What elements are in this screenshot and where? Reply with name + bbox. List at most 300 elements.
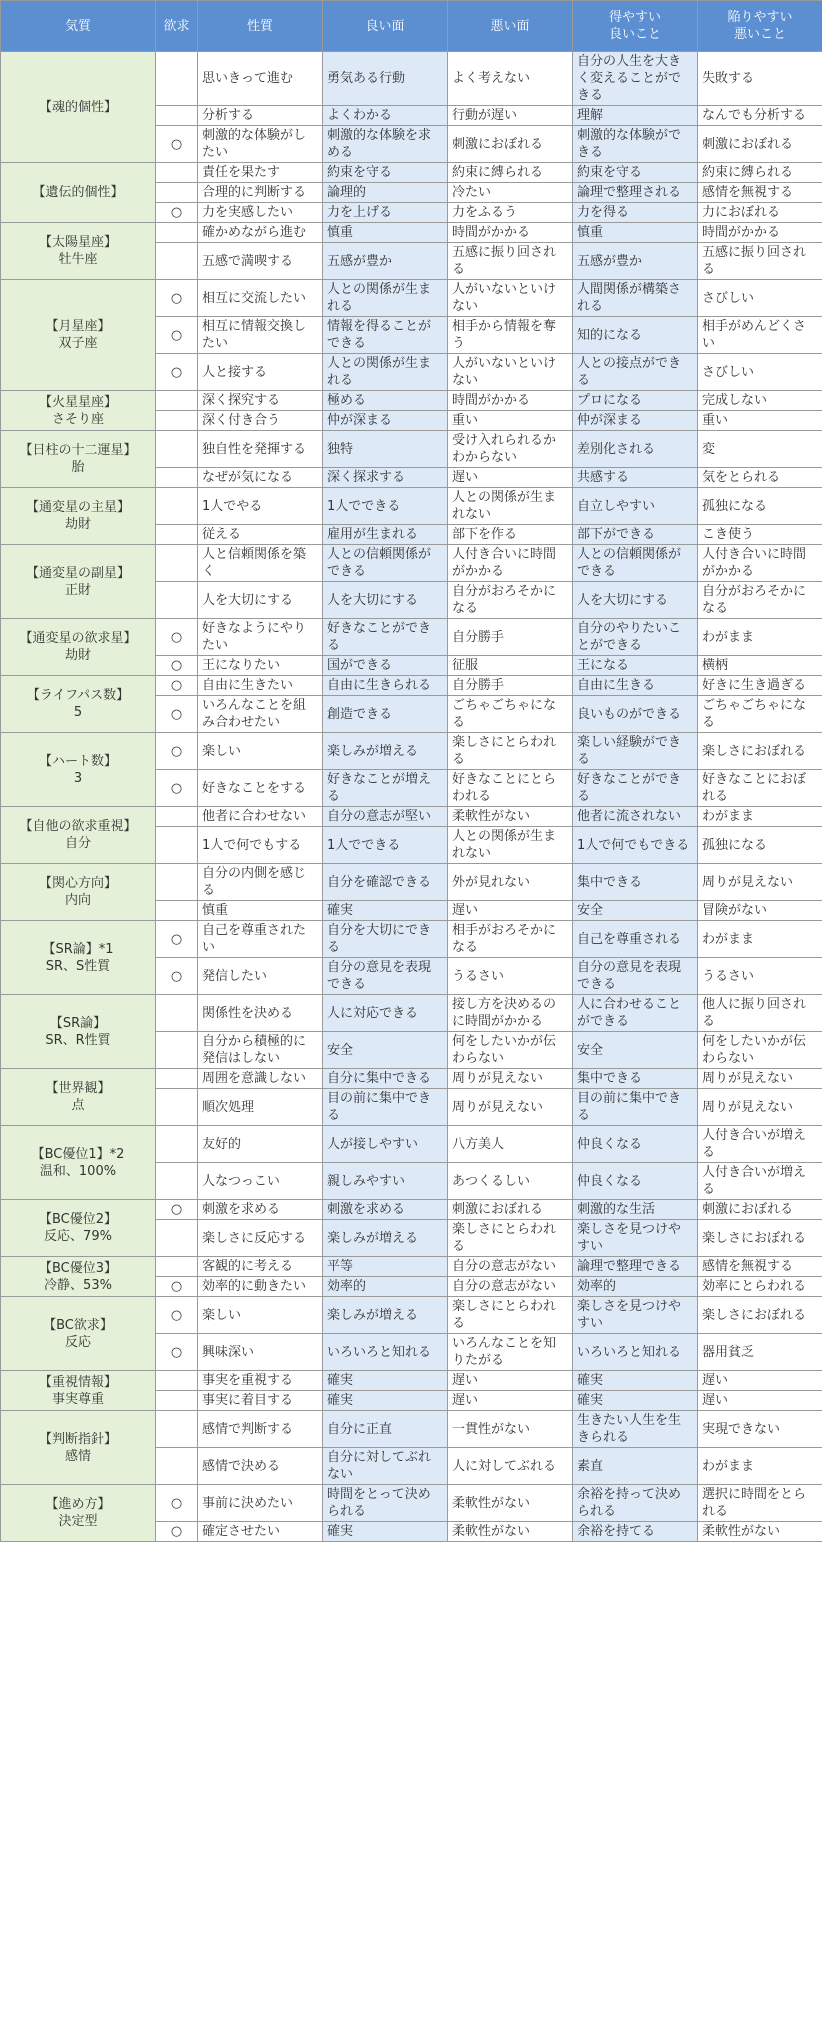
want-cell: ○ (156, 1200, 198, 1220)
bad-cell: 好きなことにとらわれる (448, 770, 573, 807)
nature-cell: 独自性を発揮する (198, 431, 323, 468)
table-row (1, 488, 822, 525)
gain-cell: 余裕を持てる (573, 1522, 698, 1542)
temperament-cell: 【SR論】*1 SR、S性質 (1, 921, 156, 995)
good-cell: 自分を大切にできる (323, 921, 448, 958)
good-cell: いろいろと知れる (323, 1334, 448, 1371)
want-cell: ○ (156, 676, 198, 696)
bad-cell: 楽しさにとらわれる (448, 1220, 573, 1257)
table-row (1, 995, 822, 1032)
pitfall-cell: 効率にとらわれる (698, 1277, 822, 1297)
want-cell (156, 391, 198, 411)
nature-cell: 好きなようにやりたい (198, 619, 323, 656)
nature-cell: 確かめながら進む (198, 223, 323, 243)
pitfall-cell: 気をとられる (698, 468, 822, 488)
bad-cell: 接し方を決めるのに時間がかかる (448, 995, 573, 1032)
nature-cell: 人と信頼関係を築く (198, 545, 323, 582)
bad-cell: 周りが見えない (448, 1069, 573, 1089)
pitfall-cell: 完成しない (698, 391, 822, 411)
want-cell (156, 163, 198, 183)
temperament-cell: 【月星座】 双子座 (1, 280, 156, 391)
gain-cell: 自分の人生を大きく変えることができる (573, 52, 698, 106)
gain-cell: 安全 (573, 1032, 698, 1069)
want-cell (156, 1257, 198, 1277)
bad-cell: 楽しさにとらわれる (448, 733, 573, 770)
good-cell: 効率的 (323, 1277, 448, 1297)
bad-cell: 自分勝手 (448, 619, 573, 656)
gain-cell: 確実 (573, 1371, 698, 1391)
header-easy-pitfall: 陥りやすい 悪いこと (698, 1, 822, 52)
want-cell: ○ (156, 126, 198, 163)
good-cell: 人との信頼関係ができる (323, 545, 448, 582)
table-row (1, 807, 822, 827)
nature-cell: 分析する (198, 106, 323, 126)
pitfall-cell: 人付き合いに時間がかかる (698, 545, 822, 582)
table-row (1, 1257, 822, 1277)
want-cell (156, 864, 198, 901)
pitfall-cell: 何をしたいかが伝わらない (698, 1032, 822, 1069)
bad-cell: 自分の意志がない (448, 1257, 573, 1277)
bad-cell: 力をふるう (448, 203, 573, 223)
nature-cell: 自由に生きたい (198, 676, 323, 696)
table-row (1, 1126, 822, 1163)
want-cell: ○ (156, 733, 198, 770)
pitfall-cell: 器用貧乏 (698, 1334, 822, 1371)
pitfall-cell: 時間がかかる (698, 223, 822, 243)
temperament-cell: 【魂的個性】 (1, 52, 156, 163)
want-cell: ○ (156, 1334, 198, 1371)
good-cell: 刺激的な体験を求める (323, 126, 448, 163)
good-cell: 1人でできる (323, 488, 448, 525)
bad-cell: 遅い (448, 468, 573, 488)
bad-cell: 人との関係が生まれない (448, 827, 573, 864)
gain-cell: 部下ができる (573, 525, 698, 545)
nature-cell: 楽しい (198, 733, 323, 770)
temperament-cell: 【SR論】 SR、R性質 (1, 995, 156, 1069)
want-cell: ○ (156, 770, 198, 807)
want-cell (156, 106, 198, 126)
gain-cell: 仲良くなる (573, 1163, 698, 1200)
good-cell: 五感が豊か (323, 243, 448, 280)
bad-cell: 人がいないといけない (448, 354, 573, 391)
want-cell: ○ (156, 317, 198, 354)
gain-cell: 理解 (573, 106, 698, 126)
gain-cell: 差別化される (573, 431, 698, 468)
gain-cell: 余裕を持って決められる (573, 1485, 698, 1522)
good-cell: 人との関係が生まれる (323, 280, 448, 317)
gain-cell: 仲良くなる (573, 1126, 698, 1163)
nature-cell: 慎重 (198, 901, 323, 921)
gain-cell: 好きなことができる (573, 770, 698, 807)
bad-cell: 八方美人 (448, 1126, 573, 1163)
gain-cell: 1人で何でもできる (573, 827, 698, 864)
pitfall-cell: 約束に縛られる (698, 163, 822, 183)
table-row (1, 391, 822, 411)
bad-cell: 遅い (448, 901, 573, 921)
nature-cell: 楽しさに反応する (198, 1220, 323, 1257)
bad-cell: 人付き合いに時間がかかる (448, 545, 573, 582)
gain-cell: 効率的 (573, 1277, 698, 1297)
bad-cell: 冷たい (448, 183, 573, 203)
bad-cell: 人がいないといけない (448, 280, 573, 317)
pitfall-cell: こき使う (698, 525, 822, 545)
nature-cell: 合理的に判断する (198, 183, 323, 203)
good-cell: 楽しみが増える (323, 1220, 448, 1257)
header-easy-gain: 得やすい 良いこと (573, 1, 698, 52)
bad-cell: 自分勝手 (448, 676, 573, 696)
good-cell: 創造できる (323, 696, 448, 733)
pitfall-cell: 選択に時間をとられる (698, 1485, 822, 1522)
pitfall-cell: 好きなことにおぼれる (698, 770, 822, 807)
pitfall-cell: 感情を無視する (698, 1257, 822, 1277)
bad-cell: いろんなことを知りたがる (448, 1334, 573, 1371)
pitfall-cell: 刺激におぼれる (698, 126, 822, 163)
table-row (1, 1200, 822, 1220)
nature-cell: 従える (198, 525, 323, 545)
pitfall-cell: ごちゃごちゃになる (698, 696, 822, 733)
good-cell: 人に対応できる (323, 995, 448, 1032)
temperament-cell: 【重視情報】 事実尊重 (1, 1371, 156, 1411)
good-cell: 親しみやすい (323, 1163, 448, 1200)
nature-cell: 自己を尊重されたい (198, 921, 323, 958)
pitfall-cell: さびしい (698, 280, 822, 317)
bad-cell: 時間がかかる (448, 391, 573, 411)
gain-cell: 他者に流されない (573, 807, 698, 827)
gain-cell: 楽しさを見つけやすい (573, 1220, 698, 1257)
header-nature: 性質 (198, 1, 323, 52)
good-cell: 自分を確認できる (323, 864, 448, 901)
good-cell: 仲が深まる (323, 411, 448, 431)
bad-cell: 刺激におぼれる (448, 126, 573, 163)
good-cell: 1人でできる (323, 827, 448, 864)
nature-cell: 感情で判断する (198, 1411, 323, 1448)
nature-cell: 人と接する (198, 354, 323, 391)
pitfall-cell: 孤独になる (698, 827, 822, 864)
good-cell: 情報を得ることができる (323, 317, 448, 354)
bad-cell: よく考えない (448, 52, 573, 106)
want-cell (156, 1126, 198, 1163)
gain-cell: 知的になる (573, 317, 698, 354)
bad-cell: 楽しさにとらわれる (448, 1297, 573, 1334)
gain-cell: 集中できる (573, 864, 698, 901)
gain-cell: 人との信頼関係ができる (573, 545, 698, 582)
good-cell: 人を大切にする (323, 582, 448, 619)
nature-cell: 客観的に考える (198, 1257, 323, 1277)
want-cell (156, 807, 198, 827)
bad-cell: 自分の意志がない (448, 1277, 573, 1297)
header-bad-side: 悪い面 (448, 1, 573, 52)
good-cell: よくわかる (323, 106, 448, 126)
nature-cell: 力を実感したい (198, 203, 323, 223)
pitfall-cell: なんでも分析する (698, 106, 822, 126)
good-cell: 好きなことが増える (323, 770, 448, 807)
bad-cell: うるさい (448, 958, 573, 995)
temperament-cell: 【BC優位2】 反応、79% (1, 1200, 156, 1257)
bad-cell: 柔軟性がない (448, 1522, 573, 1542)
want-cell: ○ (156, 203, 198, 223)
gain-cell: 安全 (573, 901, 698, 921)
pitfall-cell: わがまま (698, 1448, 822, 1485)
nature-cell: 刺激を求める (198, 1200, 323, 1220)
nature-cell: 五感で満喫する (198, 243, 323, 280)
table-row (1, 280, 822, 317)
temperament-cell: 【太陽星座】 牡牛座 (1, 223, 156, 280)
pitfall-cell: 自分がおろそかになる (698, 582, 822, 619)
gain-cell: 集中できる (573, 1069, 698, 1089)
nature-cell: 順次処理 (198, 1089, 323, 1126)
nature-cell: 責任を果たす (198, 163, 323, 183)
bad-cell: 相手がおろそかになる (448, 921, 573, 958)
want-cell: ○ (156, 1522, 198, 1542)
nature-cell: 相互に交流したい (198, 280, 323, 317)
pitfall-cell: 冒険がない (698, 901, 822, 921)
table-row (1, 431, 822, 468)
pitfall-cell: わがまま (698, 807, 822, 827)
want-cell (156, 1032, 198, 1069)
want-cell (156, 995, 198, 1032)
nature-cell: 王になりたい (198, 656, 323, 676)
nature-cell: 興味深い (198, 1334, 323, 1371)
want-cell: ○ (156, 280, 198, 317)
want-cell (156, 243, 198, 280)
gain-cell: 人間関係が構築される (573, 280, 698, 317)
good-cell: 目の前に集中できる (323, 1089, 448, 1126)
gain-cell: 良いものができる (573, 696, 698, 733)
temperament-cell: 【通変星の副星】 正財 (1, 545, 156, 619)
want-cell (156, 1371, 198, 1391)
temperament-cell: 【遺伝的個性】 (1, 163, 156, 223)
good-cell: 国ができる (323, 656, 448, 676)
table-row (1, 223, 822, 243)
want-cell (156, 52, 198, 106)
bad-cell: 外が見れない (448, 864, 573, 901)
want-cell (156, 582, 198, 619)
table-row (1, 1069, 822, 1089)
gain-cell: 約束を守る (573, 163, 698, 183)
good-cell: 約束を守る (323, 163, 448, 183)
bad-cell: 人に対してぶれる (448, 1448, 573, 1485)
nature-cell: 楽しい (198, 1297, 323, 1334)
gain-cell: 自己を尊重される (573, 921, 698, 958)
pitfall-cell: 変 (698, 431, 822, 468)
pitfall-cell: 遅い (698, 1371, 822, 1391)
gain-cell: 人に合わせることができる (573, 995, 698, 1032)
temperament-cell: 【ライフパス数】 5 (1, 676, 156, 733)
temperament-cell: 【BC優位1】*2 温和、100% (1, 1126, 156, 1200)
pitfall-cell: 人付き合いが増える (698, 1163, 822, 1200)
good-cell: 好きなことができる (323, 619, 448, 656)
want-cell (156, 545, 198, 582)
good-cell: 慎重 (323, 223, 448, 243)
nature-cell: 深く付き合う (198, 411, 323, 431)
good-cell: 独特 (323, 431, 448, 468)
pitfall-cell: 孤独になる (698, 488, 822, 525)
nature-cell: 好きなことをする (198, 770, 323, 807)
gain-cell: 五感が豊か (573, 243, 698, 280)
table-row (1, 52, 822, 106)
gain-cell: 慎重 (573, 223, 698, 243)
nature-cell: なぜが気になる (198, 468, 323, 488)
temperament-cell: 【判断指針】 感情 (1, 1411, 156, 1485)
want-cell (156, 827, 198, 864)
pitfall-cell: 好きに生き過ぎる (698, 676, 822, 696)
nature-cell: 人を大切にする (198, 582, 323, 619)
gain-cell: 人との接点ができる (573, 354, 698, 391)
temperament-cell: 【ハート数】 3 (1, 733, 156, 807)
header-row (1, 1, 822, 52)
bad-cell: 時間がかかる (448, 223, 573, 243)
want-cell (156, 1069, 198, 1089)
pitfall-cell: 重い (698, 411, 822, 431)
nature-cell: 1人で何でもする (198, 827, 323, 864)
table-row (1, 163, 822, 183)
good-cell: 人との関係が生まれる (323, 354, 448, 391)
nature-cell: 事実を重視する (198, 1371, 323, 1391)
pitfall-cell: わがまま (698, 619, 822, 656)
want-cell (156, 525, 198, 545)
want-cell: ○ (156, 354, 198, 391)
pitfall-cell: 柔軟性がない (698, 1522, 822, 1542)
pitfall-cell: 他人に振り回される (698, 995, 822, 1032)
bad-cell: 周りが見えない (448, 1089, 573, 1126)
nature-cell: 感情で決める (198, 1448, 323, 1485)
good-cell: 時間をとって決められる (323, 1485, 448, 1522)
table-row (1, 921, 822, 958)
bad-cell: あつくるしい (448, 1163, 573, 1200)
good-cell: 自分の意志が堅い (323, 807, 448, 827)
want-cell (156, 488, 198, 525)
want-cell: ○ (156, 1485, 198, 1522)
gain-cell: いろいろと知れる (573, 1334, 698, 1371)
table-body (1, 52, 822, 1542)
temperament-cell: 【通変星の欲求星】 劫財 (1, 619, 156, 676)
nature-cell: 人なつっこい (198, 1163, 323, 1200)
nature-cell: 刺激的な体験がしたい (198, 126, 323, 163)
nature-cell: 1人でやる (198, 488, 323, 525)
want-cell (156, 901, 198, 921)
header-good-side: 良い面 (323, 1, 448, 52)
gain-cell: 生きたい人生を生きられる (573, 1411, 698, 1448)
good-cell: 自由に生きられる (323, 676, 448, 696)
nature-cell: 自分の内側を感じる (198, 864, 323, 901)
want-cell: ○ (156, 619, 198, 656)
nature-cell: 自分から積極的に発信はしない (198, 1032, 323, 1069)
nature-cell: 友好的 (198, 1126, 323, 1163)
bad-cell: 柔軟性がない (448, 1485, 573, 1522)
pitfall-cell: 実現できない (698, 1411, 822, 1448)
nature-cell: 深く探究する (198, 391, 323, 411)
good-cell: 力を上げる (323, 203, 448, 223)
want-cell (156, 411, 198, 431)
bad-cell: 受け入れられるかわからない (448, 431, 573, 468)
bad-cell: 一貫性がない (448, 1411, 573, 1448)
temperament-cell: 【自他の欲求重視】 自分 (1, 807, 156, 864)
pitfall-cell: 刺激におぼれる (698, 1200, 822, 1220)
table-row (1, 545, 822, 582)
pitfall-cell: 周りが見えない (698, 1069, 822, 1089)
nature-cell: 確定させたい (198, 1522, 323, 1542)
gain-cell: 楽しい経験ができる (573, 733, 698, 770)
gain-cell: 素直 (573, 1448, 698, 1485)
good-cell: 深く探求する (323, 468, 448, 488)
good-cell: 楽しみが増える (323, 733, 448, 770)
bad-cell: 約束に縛られる (448, 163, 573, 183)
gain-cell: 人を大切にする (573, 582, 698, 619)
nature-cell: 事実に着目する (198, 1391, 323, 1411)
good-cell: 自分に集中できる (323, 1069, 448, 1089)
nature-cell: 事前に決めたい (198, 1485, 323, 1522)
gain-cell: 王になる (573, 656, 698, 676)
want-cell: ○ (156, 656, 198, 676)
pitfall-cell: 人付き合いが増える (698, 1126, 822, 1163)
bad-cell: 五感に振り回される (448, 243, 573, 280)
temperament-cell: 【関心方向】 内向 (1, 864, 156, 921)
good-cell: 楽しみが増える (323, 1297, 448, 1334)
bad-cell: 何をしたいかが伝わらない (448, 1032, 573, 1069)
pitfall-cell: 感情を無視する (698, 183, 822, 203)
want-cell: ○ (156, 1297, 198, 1334)
good-cell: 確実 (323, 901, 448, 921)
gain-cell: 確実 (573, 1391, 698, 1411)
bad-cell: 遅い (448, 1371, 573, 1391)
nature-cell: 周囲を意識しない (198, 1069, 323, 1089)
table-row (1, 1371, 822, 1391)
good-cell: 確実 (323, 1522, 448, 1542)
bad-cell: 重い (448, 411, 573, 431)
bad-cell: 部下を作る (448, 525, 573, 545)
bad-cell: 相手から情報を奪う (448, 317, 573, 354)
pitfall-cell: 周りが見えない (698, 1089, 822, 1126)
good-cell: 極める (323, 391, 448, 411)
nature-cell: 発信したい (198, 958, 323, 995)
nature-cell: 関係性を決める (198, 995, 323, 1032)
gain-cell: 論理で整理される (573, 183, 698, 203)
want-cell (156, 1089, 198, 1126)
good-cell: 確実 (323, 1371, 448, 1391)
want-cell (156, 1391, 198, 1411)
gain-cell: 力を得る (573, 203, 698, 223)
bad-cell: 征服 (448, 656, 573, 676)
pitfall-cell: うるさい (698, 958, 822, 995)
nature-cell: 効率的に動きたい (198, 1277, 323, 1297)
gain-cell: 自分のやりたいことができる (573, 619, 698, 656)
want-cell (156, 223, 198, 243)
bad-cell: 刺激におぼれる (448, 1200, 573, 1220)
gain-cell: 自立しやすい (573, 488, 698, 525)
table-row (1, 1297, 822, 1334)
pitfall-cell: 遅い (698, 1391, 822, 1411)
pitfall-cell: 楽しさにおぼれる (698, 1297, 822, 1334)
want-cell (156, 1448, 198, 1485)
good-cell: 人が接しやすい (323, 1126, 448, 1163)
table-row (1, 619, 822, 656)
gain-cell: 目の前に集中できる (573, 1089, 698, 1126)
pitfall-cell: 失敗する (698, 52, 822, 106)
table-row (1, 676, 822, 696)
good-cell: 雇用が生まれる (323, 525, 448, 545)
want-cell (156, 1220, 198, 1257)
gain-cell: 論理で整理できる (573, 1257, 698, 1277)
good-cell: 刺激を求める (323, 1200, 448, 1220)
temperament-cell: 【日柱の十二運星】 胎 (1, 431, 156, 488)
pitfall-cell: 楽しさにおぼれる (698, 1220, 822, 1257)
gain-cell: 刺激的な生活 (573, 1200, 698, 1220)
nature-cell: 相互に情報交換したい (198, 317, 323, 354)
header-temperament: 気質 (1, 1, 156, 52)
good-cell: 確実 (323, 1391, 448, 1411)
temperament-cell: 【BC欲求】 反応 (1, 1297, 156, 1371)
temperament-cell: 【通変星の主星】 劫財 (1, 488, 156, 545)
